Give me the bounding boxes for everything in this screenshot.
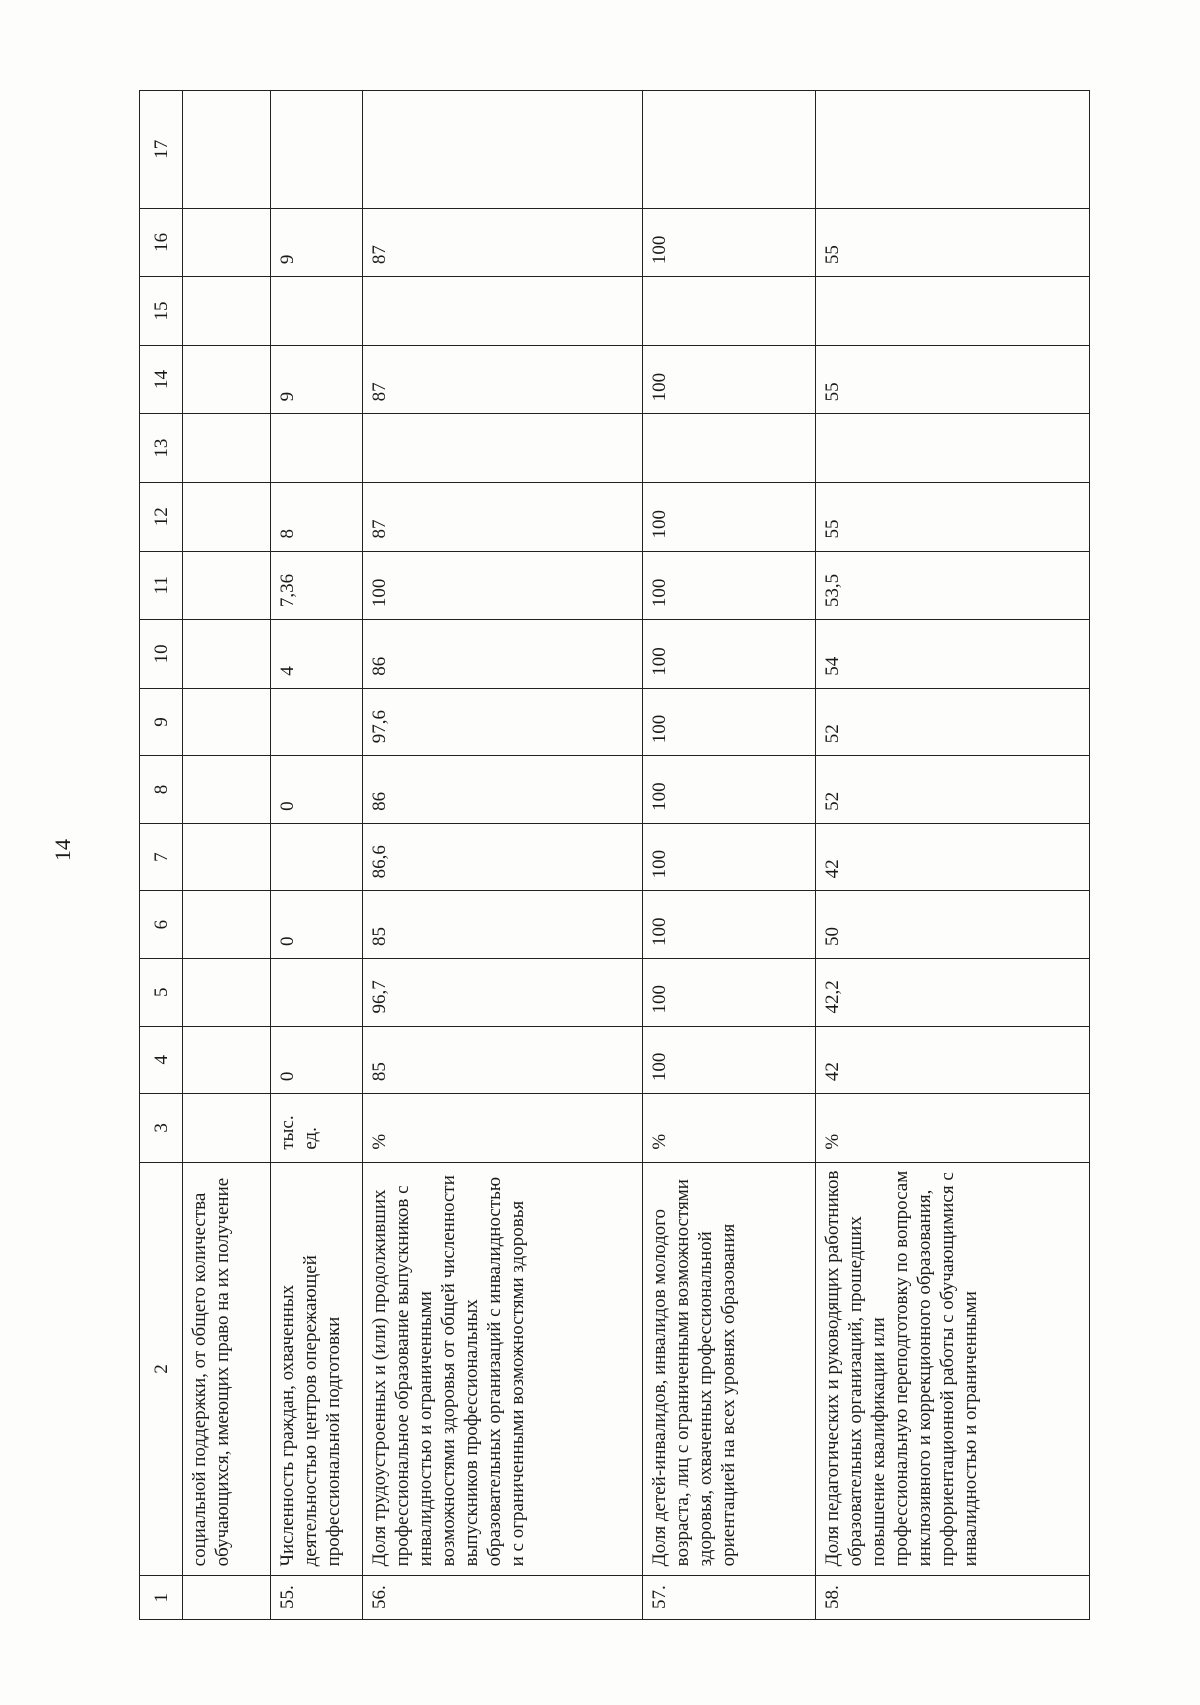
value-cell: 7,36 [271, 551, 363, 620]
column-header: 10 [140, 620, 183, 689]
value-cell: 100 [643, 756, 816, 824]
value-cell: 100 [643, 208, 816, 277]
indicator-name-cell: Доля детей-инвалидов, инвалидов молодого возраста, лиц с ограниченными возможностями здоровья, охваченных профессиональной ориентацией на всех уровнях образования [643, 1162, 816, 1576]
value-cell: 42 [816, 823, 1090, 891]
value-cell [183, 482, 271, 551]
column-header: 12 [140, 482, 183, 551]
table-row [271, 91, 363, 1620]
value-cell [183, 823, 271, 891]
value-cell: 4 [271, 620, 363, 689]
indicator-name-cell: Доля трудоустроенных и (или) продолживших профессиональное образование выпускников с инвалидностью и ограниченными возможностями здоровья от общей численности выпускников профессиональных образовательных организаций с инвалидностью и с ограниченными возможностями здоровья [363, 1162, 643, 1576]
column-header: 3 [140, 1094, 183, 1163]
unit-cell: % [363, 1094, 643, 1163]
value-cell [271, 958, 363, 1026]
table-row [816, 91, 1090, 1620]
value-cell: 0 [271, 756, 363, 824]
value-cell: 55 [816, 482, 1090, 551]
unit-cell: % [643, 1094, 816, 1163]
value-cell [271, 688, 363, 756]
value-cell [183, 958, 271, 1026]
value-cell: 85 [363, 891, 643, 959]
column-header: 9 [140, 688, 183, 756]
value-cell: 86 [363, 620, 643, 689]
indicator-name-cell: Доля педагогических и руководящих работников образовательных организаций, прошедших повышение квалификации или профессиональную переподготовку по вопросам инклюзивного и коррекционного образования, профориентационной работы с обучающимися с инвалидностью и ограниченными [816, 1162, 1090, 1576]
value-cell [271, 277, 363, 346]
value-cell: 100 [643, 688, 816, 756]
unit-cell [183, 1094, 271, 1163]
value-cell: 8 [271, 482, 363, 551]
value-cell: 9 [271, 345, 363, 414]
value-cell: 100 [643, 891, 816, 959]
column-header: 4 [140, 1026, 183, 1094]
column-header: 1 [140, 1576, 183, 1620]
value-cell [183, 1026, 271, 1094]
column-header: 15 [140, 277, 183, 346]
table-row [643, 91, 816, 1620]
value-cell: 100 [643, 823, 816, 891]
value-cell [183, 208, 271, 277]
column-header: 7 [140, 823, 183, 891]
value-cell [183, 891, 271, 959]
value-cell [363, 414, 643, 483]
row-number-cell: 57. [643, 1576, 816, 1620]
unit-cell: тыс. ед. [271, 1094, 363, 1163]
value-cell [183, 277, 271, 346]
value-cell: 86 [363, 756, 643, 824]
value-cell: 54 [816, 620, 1090, 689]
column-header: 14 [140, 345, 183, 414]
value-cell: 87 [363, 345, 643, 414]
value-cell: 100 [643, 958, 816, 1026]
indicators-table [139, 90, 1090, 1620]
value-cell: 96,7 [363, 958, 643, 1026]
value-cell [271, 823, 363, 891]
value-cell: 0 [271, 1026, 363, 1094]
value-cell: 0 [271, 891, 363, 959]
unit-cell: % [816, 1094, 1090, 1163]
table-row [183, 91, 271, 1620]
column-header: 6 [140, 891, 183, 959]
page-number: 14 [50, 839, 75, 861]
column-header: 5 [140, 958, 183, 1026]
column-header: 11 [140, 551, 183, 620]
value-cell: 97,6 [363, 688, 643, 756]
row-number-cell: 55. [271, 1576, 363, 1620]
value-cell [363, 277, 643, 346]
column-header: 13 [140, 414, 183, 483]
column-header: 16 [140, 208, 183, 277]
value-cell: 100 [643, 482, 816, 551]
value-cell: 100 [363, 551, 643, 620]
value-cell: 87 [363, 482, 643, 551]
value-cell [183, 688, 271, 756]
row-number-cell: 58. [816, 1576, 1090, 1620]
value-cell: 55 [816, 345, 1090, 414]
row-number-cell: 56. [363, 1576, 643, 1620]
table-row [363, 91, 643, 1620]
value-cell: 55 [816, 208, 1090, 277]
value-cell [271, 414, 363, 483]
column-header: 17 [140, 91, 183, 209]
value-cell: 50 [816, 891, 1090, 959]
value-cell [363, 91, 643, 209]
value-cell [183, 551, 271, 620]
value-cell [183, 91, 271, 209]
value-cell: 42 [816, 1026, 1090, 1094]
value-cell [816, 414, 1090, 483]
value-cell [271, 91, 363, 209]
value-cell [816, 277, 1090, 346]
value-cell: 100 [643, 551, 816, 620]
value-cell: 85 [363, 1026, 643, 1094]
value-cell [643, 91, 816, 209]
value-cell: 42,2 [816, 958, 1090, 1026]
value-cell: 87 [363, 208, 643, 277]
value-cell [183, 620, 271, 689]
value-cell: 100 [643, 1026, 816, 1094]
value-cell [183, 345, 271, 414]
value-cell [816, 91, 1090, 209]
rotated-table-container [139, 90, 1089, 1620]
value-cell: 53,5 [816, 551, 1090, 620]
row-number-cell [183, 1576, 271, 1620]
indicator-name-cell: социальной поддержки, от общего количества обучающихся, имеющих право на их получение [183, 1162, 271, 1576]
value-cell [643, 277, 816, 346]
table-header-row [140, 91, 183, 1620]
value-cell: 86,6 [363, 823, 643, 891]
value-cell: 52 [816, 756, 1090, 824]
column-header: 8 [140, 756, 183, 824]
indicator-name-cell: Численность граждан, охваченных деятельностью центров опережающей профессиональной подготовки [271, 1162, 363, 1576]
value-cell: 100 [643, 620, 816, 689]
value-cell: 9 [271, 208, 363, 277]
value-cell [183, 414, 271, 483]
value-cell [183, 756, 271, 824]
value-cell: 52 [816, 688, 1090, 756]
column-header: 2 [140, 1162, 183, 1576]
value-cell [643, 414, 816, 483]
value-cell: 100 [643, 345, 816, 414]
